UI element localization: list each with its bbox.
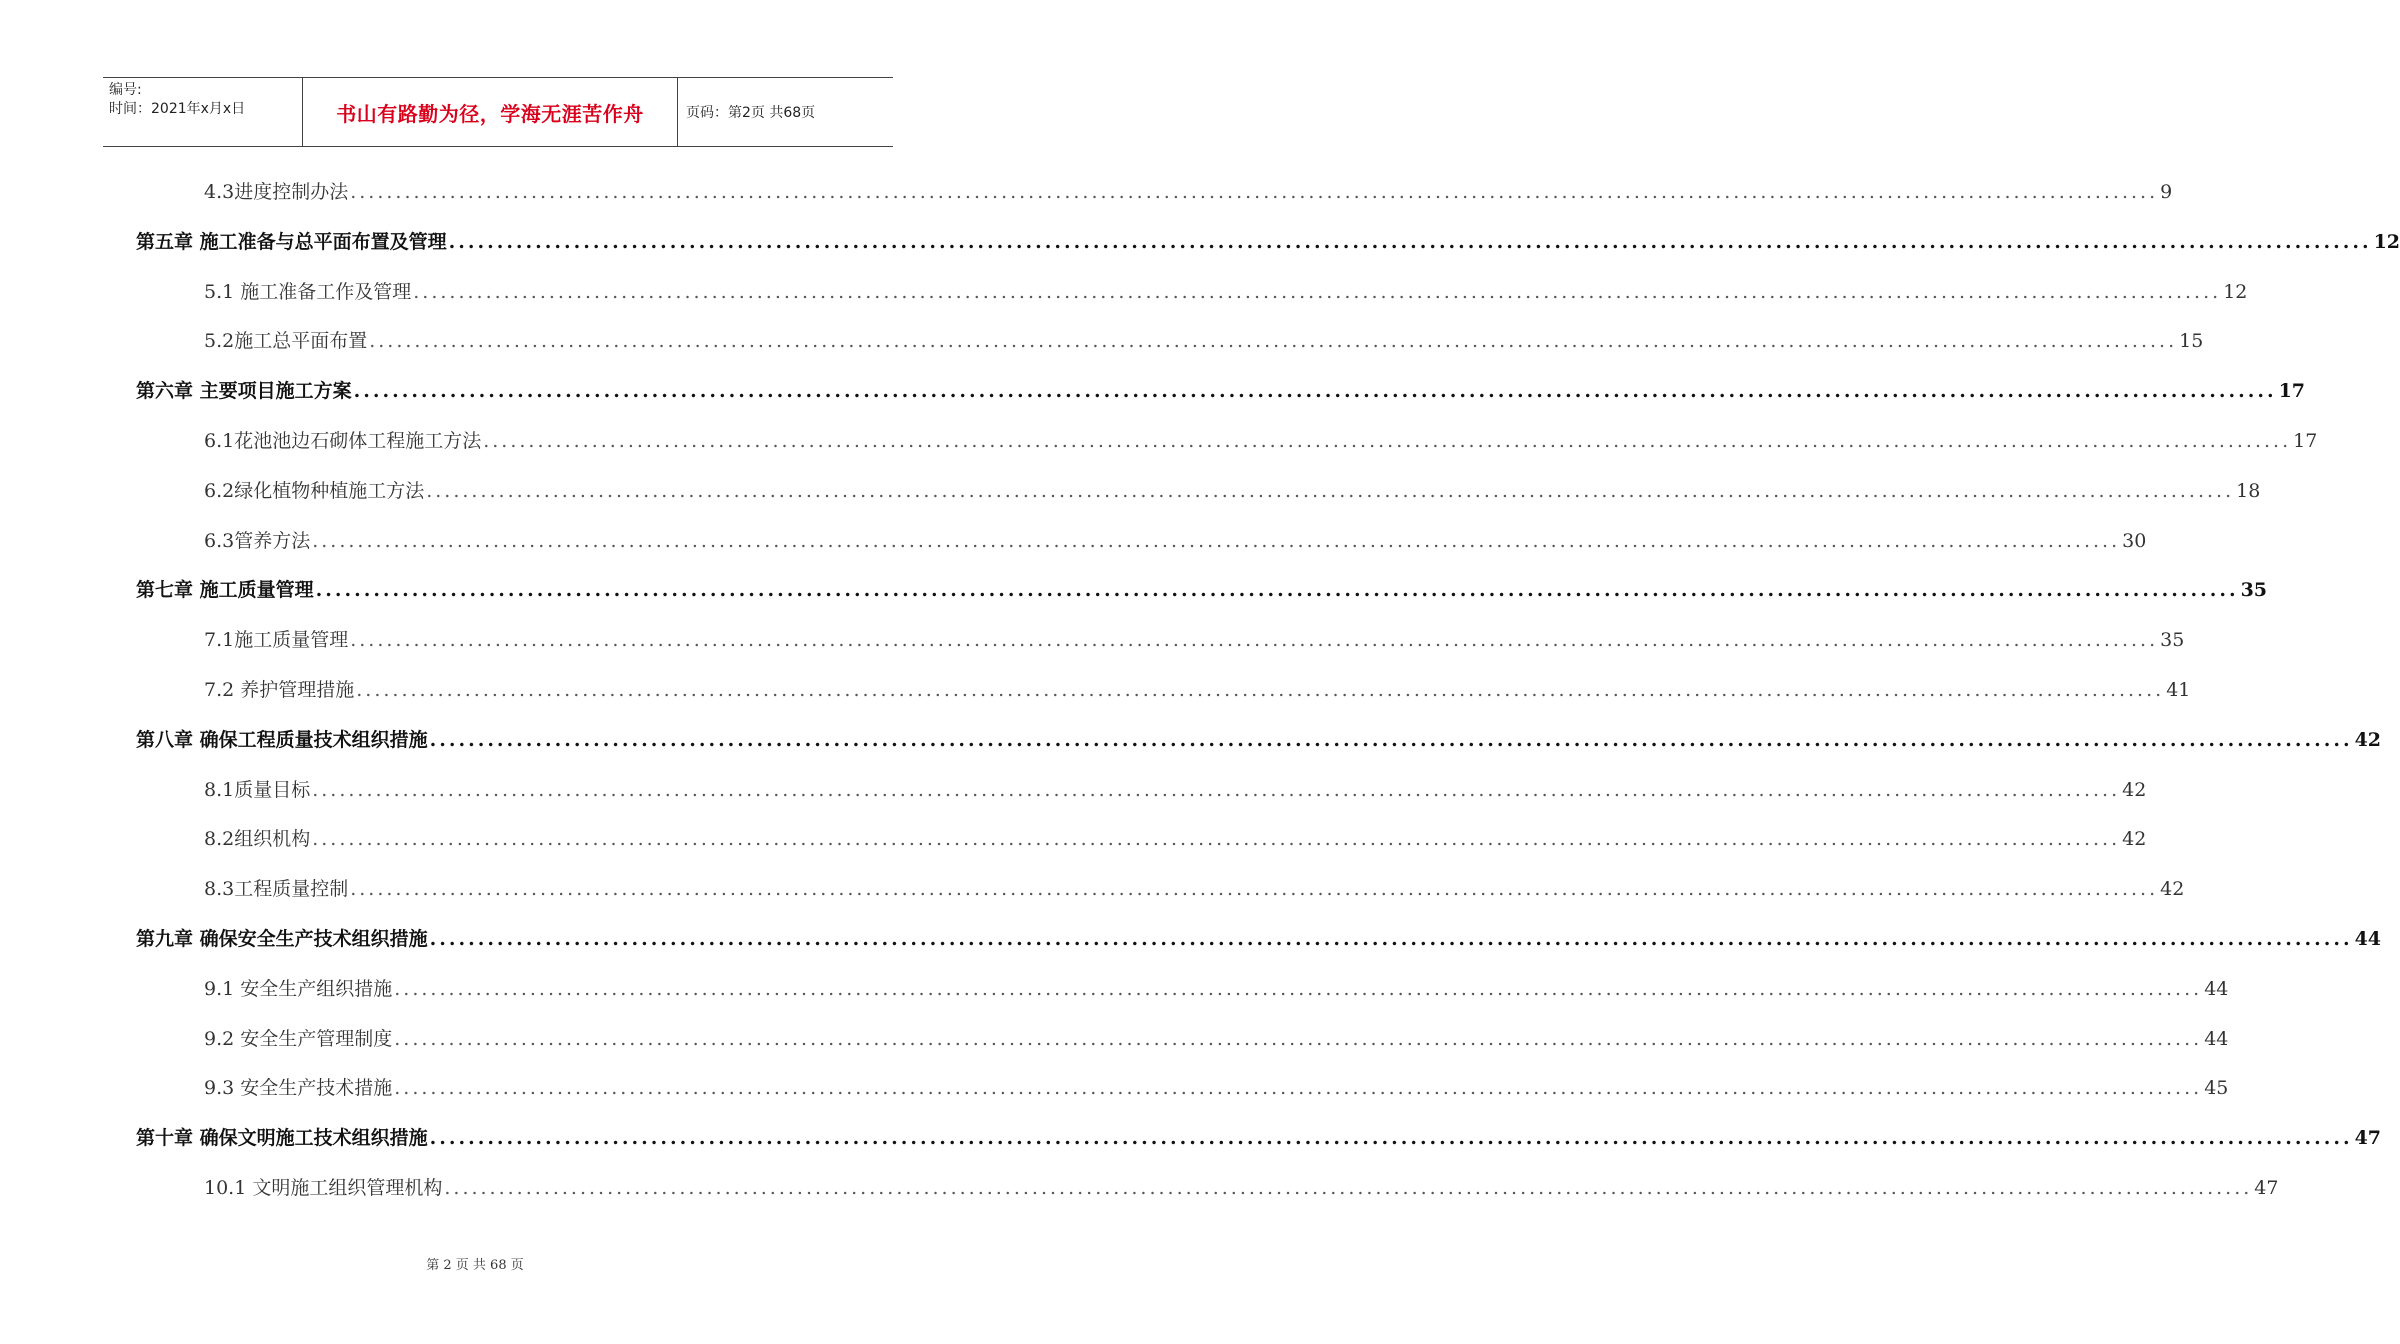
document-time-label: 时间：2021年x月x日 [109,101,246,117]
toc-leader-dots: ........................................................................................................................................................................................................ [353,380,2277,402]
toc-page-number: 42 [2122,779,2147,801]
toc-page-number: 47 [2354,1127,2382,1149]
toc-section-entry[interactable] [204,476,2261,502]
toc-page-number: 9 [2160,181,2173,203]
toc-entry-title: 8.2组织机构 [204,828,311,850]
toc-section-entry[interactable] [204,277,2248,303]
toc-chapter-entry[interactable] [136,725,2382,751]
toc-page-number: 17 [2293,430,2318,452]
toc-entry-title: 第五章 施工准备与总平面布置及管理 [136,231,447,253]
toc-page-number: 44 [2204,978,2229,1000]
toc-leader-dots: ........................................................................................................................................................................................................ [394,1028,2203,1050]
toc-entry-title: 9.3 安全生产技术措施 [204,1077,393,1099]
toc-page-number: 18 [2236,480,2261,502]
document-number-label: 编号: [109,82,142,98]
toc-section-entry[interactable] [204,426,2318,452]
toc-page-number: 42 [2122,828,2147,850]
toc-entry-title: 6.2绿化植物种植施工方法 [204,480,425,502]
toc-page-number: 41 [2166,679,2191,701]
toc-leader-dots: ........................................................................................................................................................................................................ [448,231,2372,253]
toc-leader-dots: ........................................................................................................................................................................................................ [312,779,2121,801]
toc-entry-title: 第十章 确保文明施工技术组织措施 [136,1127,428,1149]
toc-leader-dots: ........................................................................................................................................................................................................ [444,1177,2253,1199]
toc-entry-title: 6.1花池池边石砌体工程施工方法 [204,430,482,452]
toc-entry-title: 7.1施工质量管理 [204,629,349,651]
toc-chapter-entry[interactable] [136,227,2400,253]
toc-chapter-entry[interactable] [136,924,2382,950]
toc-leader-dots: ........................................................................................................................................................................................................ [350,629,2159,651]
toc-page-number: 35 [2240,579,2268,601]
toc-entry-title: 6.3管养方法 [204,530,311,552]
toc-entry-title: 4.3进度控制办法 [204,181,349,203]
toc-leader-dots: ........................................................................................................................................................................................................ [429,729,2353,751]
toc-section-entry[interactable] [204,974,2229,1000]
toc-page-number: 12 [2223,281,2248,303]
toc-leader-dots: ........................................................................................................................................................................................................ [315,579,2239,601]
toc-section-entry[interactable] [204,824,2147,850]
toc-entry-title: 9.2 安全生产管理制度 [204,1028,393,1050]
toc-leader-dots: ........................................................................................................................................................................................................ [429,928,2353,950]
toc-leader-dots: ........................................................................................................................................................................................................ [426,480,2235,502]
toc-page-number: 44 [2354,928,2382,950]
toc-page-number: 17 [2278,380,2306,402]
toc-section-entry[interactable] [204,625,2185,651]
toc-entry-title: 第六章 主要项目施工方案 [136,380,352,402]
toc-leader-dots: ........................................................................................................................................................................................................ [429,1127,2353,1149]
toc-leader-dots: ........................................................................................................................................................................................................ [394,1077,2203,1099]
toc-leader-dots: ........................................................................................................................................................................................................ [394,978,2203,1000]
header-meta [103,78,303,146]
toc-leader-dots: ........................................................................................................................................................................................................ [356,679,2165,701]
toc-section-entry[interactable] [204,1024,2229,1050]
toc-section-entry[interactable] [204,874,2185,900]
toc-leader-dots: ........................................................................................................................................................................................................ [413,281,2222,303]
toc-section-entry[interactable] [204,775,2147,801]
toc-section-entry[interactable] [204,675,2191,701]
toc-section-entry[interactable] [204,526,2147,552]
toc-entry-title: 第八章 确保工程质量技术组织措施 [136,729,428,751]
page-footer: 第 2 页 共 68 页 [426,1258,524,1273]
header-page-info: 页码：第2页 共68页 [686,105,816,121]
toc-entry-title: 9.1 安全生产组织措施 [204,978,393,1000]
toc-section-entry[interactable] [204,326,2204,352]
document-header [103,77,893,147]
toc-section-entry[interactable] [204,1073,2229,1099]
toc-page-number: 42 [2160,878,2185,900]
toc-entry-title: 第九章 确保安全生产技术组织措施 [136,928,428,950]
toc-entry-title: 第七章 施工质量管理 [136,579,314,601]
toc-page-number: 35 [2160,629,2185,651]
toc-entry-title: 8.3工程质量控制 [204,878,349,900]
toc-leader-dots: ........................................................................................................................................................................................................ [312,530,2121,552]
toc-page-number: 15 [2179,330,2204,352]
toc-section-entry[interactable] [204,1173,2279,1199]
toc-leader-dots: ........................................................................................................................................................................................................ [483,430,2292,452]
toc-chapter-entry[interactable] [136,376,2306,402]
toc-entry-title: 5.2施工总平面布置 [204,330,368,352]
toc-chapter-entry[interactable] [136,575,2268,601]
toc-leader-dots: ........................................................................................................................................................................................................ [369,330,2178,352]
toc-page-number: 45 [2204,1077,2229,1099]
toc-page-number: 30 [2122,530,2147,552]
toc-chapter-entry[interactable] [136,1123,2382,1149]
toc-page-number: 44 [2204,1028,2229,1050]
toc-leader-dots: ........................................................................................................................................................................................................ [350,181,2159,203]
toc-leader-dots: ........................................................................................................................................................................................................ [312,828,2121,850]
toc-page-number: 12 [2373,231,2400,253]
toc-section-entry[interactable] [204,177,2173,203]
toc-entry-title: 7.2 养护管理措施 [204,679,355,701]
toc-entry-title: 10.1 文明施工组织管理机构 [204,1177,443,1199]
toc-entry-title: 8.1质量目标 [204,779,311,801]
toc-page-number: 42 [2354,729,2382,751]
header-motto: 书山有路勤为径，学海无涯苦作舟 [303,78,678,146]
toc-entry-title: 5.1 施工准备工作及管理 [204,281,412,303]
toc-leader-dots: ........................................................................................................................................................................................................ [350,878,2159,900]
toc-page-number: 47 [2254,1177,2279,1199]
